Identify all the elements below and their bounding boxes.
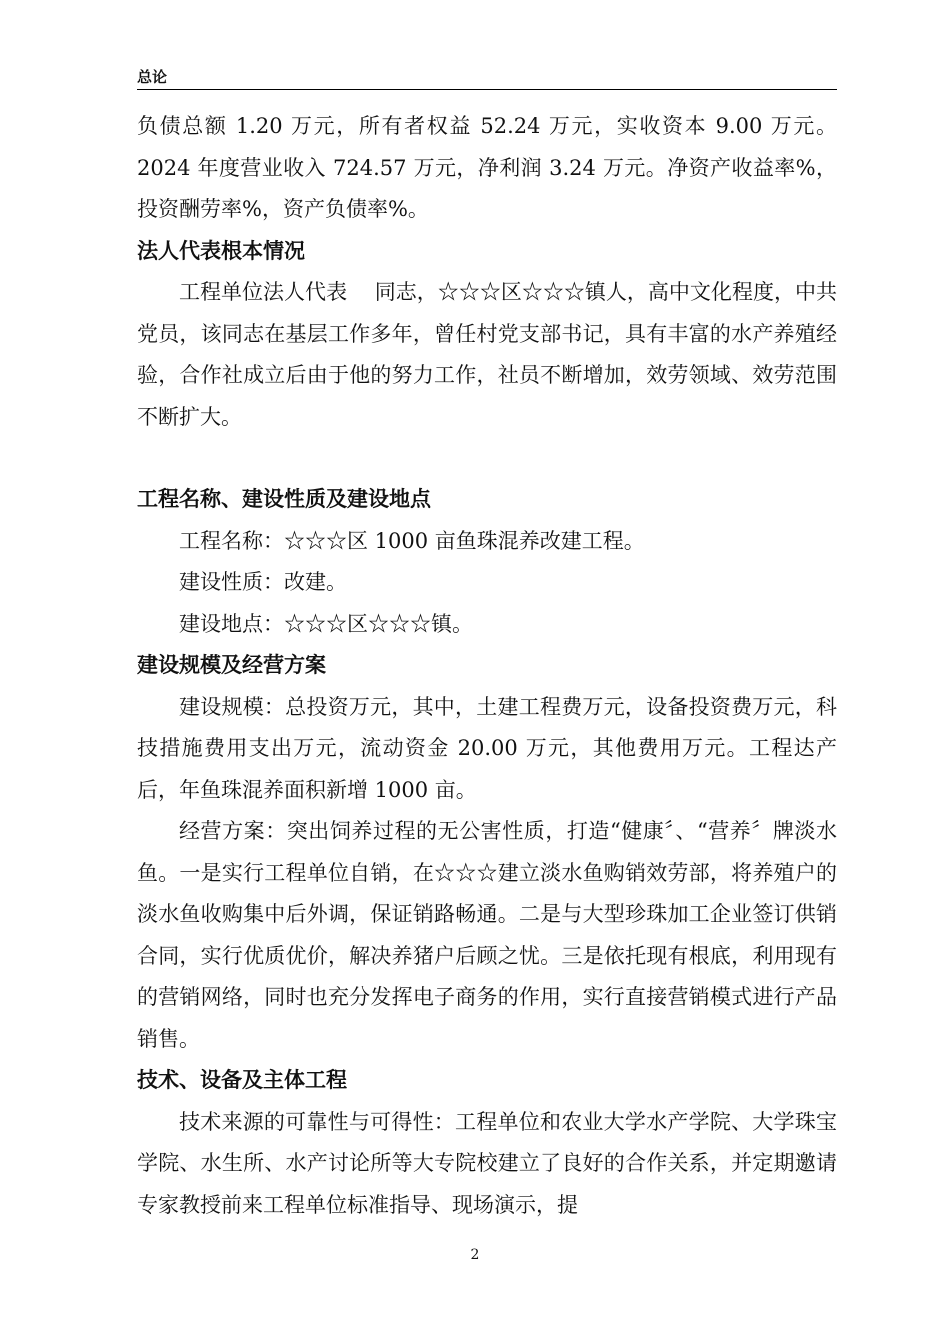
paragraph-business-plan: 经营方案：突出饲养过程的无公害性质，打造“健康〞、“营养〞牌淡水鱼。一是实行工程单位自销，在☆☆☆建立淡水鱼购销效劳部，将养殖户的淡水鱼收购集中后外调，保证销路畅通。二是与大型珍珠加工企业签订供销合同，实行优质优价，解决养猪户后顾之忧。三是依托现有根底，利用现有的营销网络，同时也充分发挥电子商务的作用，实行直接营销模式进行产品销售。 <box>137 819 837 1051</box>
heading-technology-equipment: 技术、设备及主体工程 <box>137 1068 347 1092</box>
heading-project-name: 工程名称、建设性质及建设地点 <box>137 487 431 511</box>
heading-scale-and-plan: 建设规模及经营方案 <box>137 653 326 677</box>
paragraph-finance-summary: 负债总额 1.20 万元，所有者权益 52.24 万元，实收资本 9.00 万元。2024 年度营业收入 724.57 万元，净利润 3.24 万元。净资产收益率%，投资酬劳率%，资产负债率%。 <box>137 114 837 221</box>
page-header <box>137 68 837 90</box>
page-body <box>137 106 837 1226</box>
blank-line <box>137 438 837 479</box>
heading-legal-representative: 法人代表根本情况 <box>137 238 305 263</box>
header-title: 总论 <box>137 68 168 86</box>
paragraph-construction-scale: 建设规模：总投资万元，其中，土建工程费万元，设备投资费万元，科技措施费用支出万元，流动资金 20.00 万元，其他费用万元。工程达产后，年鱼珠混养面积新增 1000 亩。 <box>137 694 837 802</box>
paragraph-construction-nature: 建设性质：改建。 <box>179 570 347 594</box>
paragraph-technology-source: 技术来源的可靠性与可得性：工程单位和农业大学水产学院、大学珠宝学院、水生所、水产讨论所等大专院校建立了良好的合作关系，并定期邀请专家教授前来工程单位标准指导、现场演示，提 <box>137 1109 837 1217</box>
page-number: 2 <box>470 1247 480 1263</box>
paragraph-legal-representative: 工程单位法人代表 同志，☆☆☆区☆☆☆镇人，高中文化程度，中共党员，该同志在基层工作多年，曾任村党支部书记，具有丰富的水产养殖经验，合作社成立后由于他的努力工作，社员不断增加，效劳领域、效劳范围不断扩大。 <box>137 280 837 429</box>
paragraph-project-name: 工程名称：☆☆☆区 1000 亩鱼珠混养改建工程。 <box>179 528 645 553</box>
paragraph-construction-site: 建设地点：☆☆☆区☆☆☆镇。 <box>179 611 473 636</box>
